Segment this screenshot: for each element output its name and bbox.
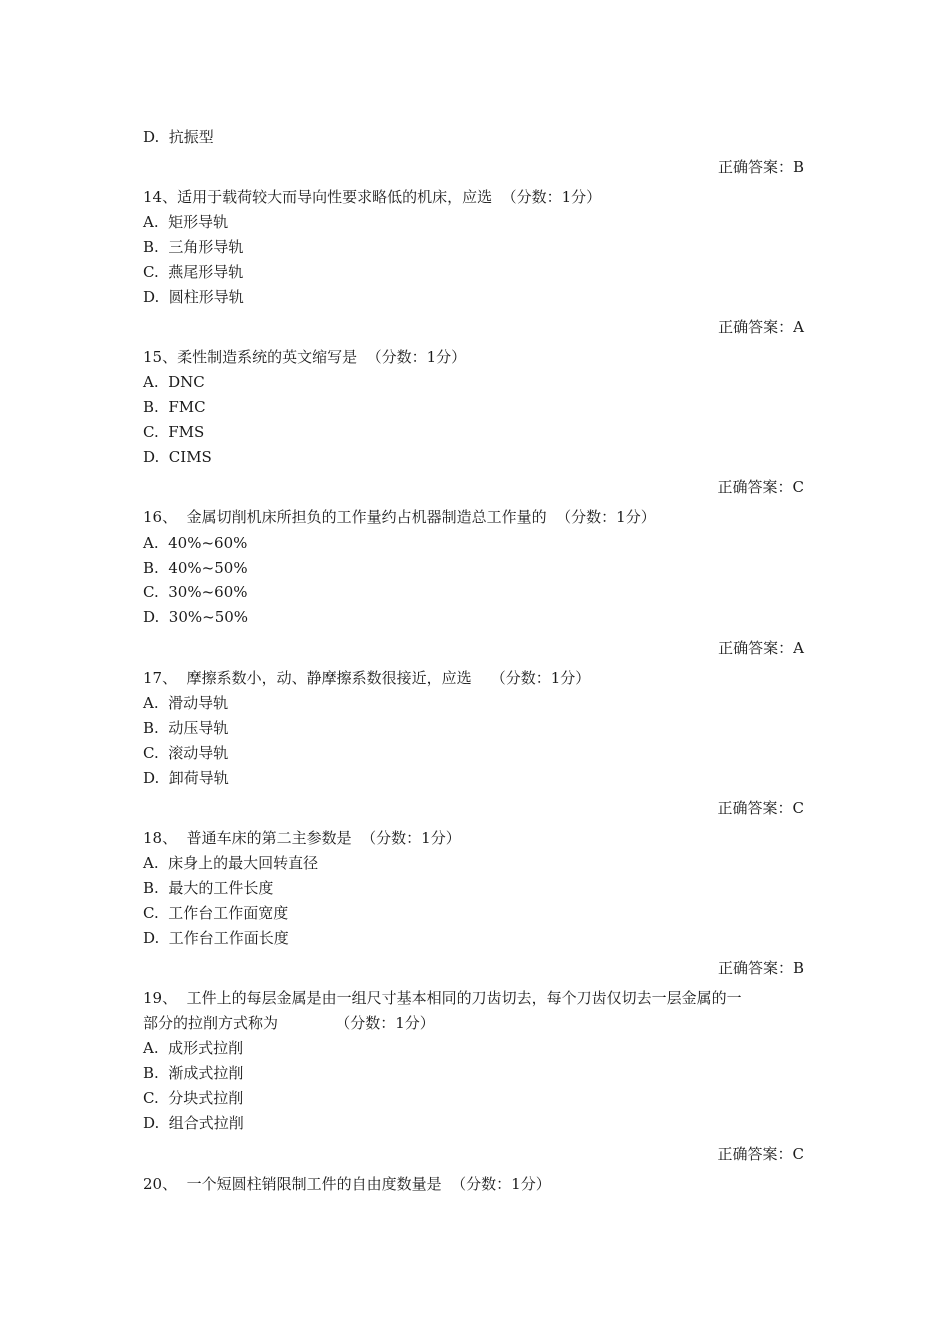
question-stem: 16、 金属切削机床所担负的工作量约占机器制造总工作量的 （分数：1分）	[143, 508, 656, 526]
option-b: B. 最大的工件长度	[143, 879, 274, 897]
option-b: B. 三角形导轨	[143, 238, 244, 256]
correct-answer: 正确答案：C	[717, 478, 804, 496]
option-d: D. 工作台工作面长度	[143, 929, 289, 947]
correct-answer: 正确答案：B	[717, 959, 804, 977]
option-d: D. 圆柱形导轨	[143, 288, 244, 306]
option-a: A. 滑动导轨	[143, 694, 229, 712]
option-c: C. 分块式拉削	[143, 1089, 244, 1107]
option-a: A. 床身上的最大回转直径	[143, 854, 319, 872]
option-c: C. 滚动导轨	[143, 744, 229, 762]
question-stem: 20、 一个短圆柱销限制工件的自由度数量是 （分数：1分）	[143, 1175, 551, 1193]
question-stem: 18、 普通车床的第二主参数是 （分数：1分）	[143, 829, 461, 847]
option-c: C. 工作台工作面宽度	[143, 904, 289, 922]
option-b: B. FMC	[143, 398, 206, 416]
option-b: B. 动压导轨	[143, 719, 229, 737]
question-stem: 14、适用于载荷较大而导向性要求略低的机床，应选 （分数：1分）	[143, 188, 602, 206]
correct-answer: 正确答案：A	[718, 318, 804, 336]
option-a: A. 矩形导轨	[143, 213, 229, 231]
option-a: A. 成形式拉削	[143, 1039, 244, 1057]
option-b: B. 40%~50%	[143, 559, 248, 577]
option-a: A. DNC	[143, 373, 205, 391]
correct-answer: 正确答案：C	[717, 799, 804, 817]
option-a: A. 40%~60%	[143, 534, 248, 552]
question-stem-continued: 部分的拉削方式称为 （分数：1分）	[143, 1014, 435, 1032]
option-c: C. 30%~60%	[143, 583, 248, 601]
question-stem: 17、 摩擦系数小，动、静摩擦系数很接近，应选 （分数：1分）	[143, 669, 591, 687]
option-d: D. 组合式拉削	[143, 1114, 244, 1132]
question-stem: 15、柔性制造系统的英文缩写是 （分数：1分）	[143, 348, 467, 366]
option-d: D. CIMS	[143, 448, 212, 466]
correct-answer: 正确答案：B	[717, 158, 804, 176]
correct-answer: 正确答案：A	[718, 639, 804, 657]
option-b: B. 渐成式拉削	[143, 1064, 244, 1082]
option-c: C. FMS	[143, 423, 205, 441]
question-stem: 19、 工件上的每层金属是由一组尺寸基本相同的刀齿切去，每个刀齿仅切去一层金属的一	[143, 989, 742, 1007]
option-d: D. 抗振型	[143, 128, 214, 146]
option-d: D. 卸荷导轨	[143, 769, 229, 787]
correct-answer: 正确答案：C	[717, 1145, 804, 1163]
option-d: D. 30%~50%	[143, 608, 249, 626]
option-c: C. 燕尾形导轨	[143, 263, 244, 281]
